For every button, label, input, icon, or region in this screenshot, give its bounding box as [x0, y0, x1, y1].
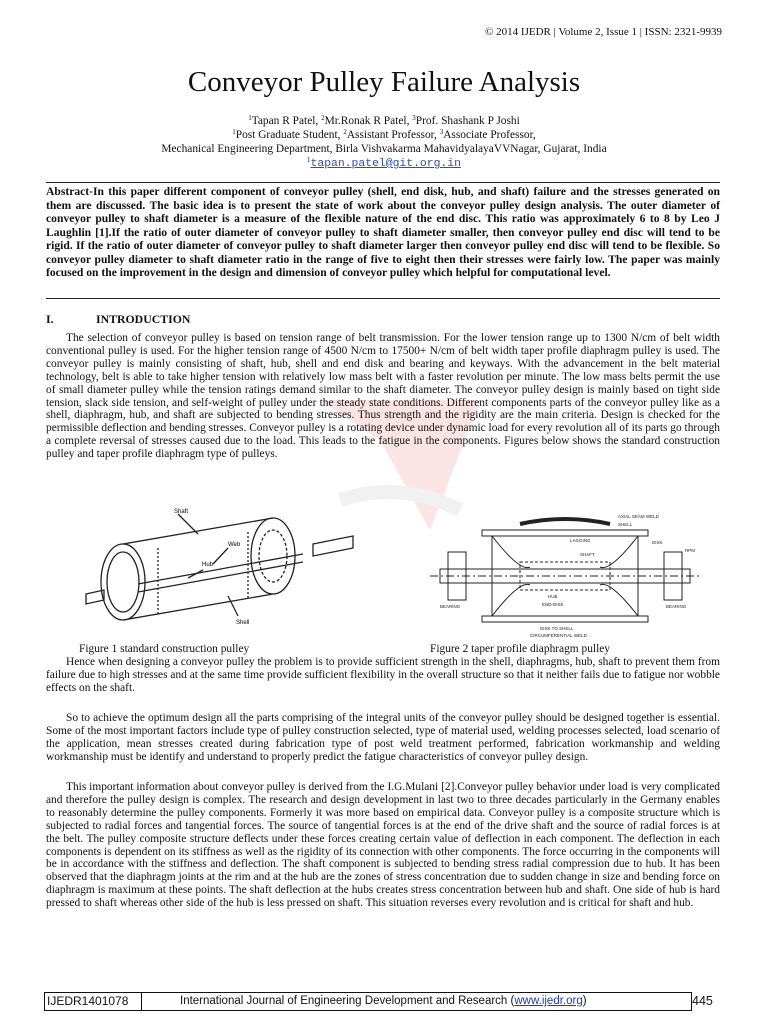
section-title: INTRODUCTION: [96, 312, 191, 326]
footer-journal-name: International Journal of Engineering Development and Research (: [180, 995, 515, 1007]
role: Assistant Professor,: [346, 129, 440, 141]
fig1-label-shell: Shell: [236, 620, 250, 626]
footer-code-prefix: IJEDR: [47, 994, 82, 1008]
fig2-label-shell: SHELL: [618, 522, 633, 527]
figure-2-caption: Figure 2 taper profile diaphragm pulley: [430, 643, 610, 655]
role-sup: 3: [439, 128, 444, 136]
footer-journal-link[interactable]: www.ijedr.org: [514, 995, 583, 1007]
footer-paper-code: [44, 992, 142, 1011]
abstract-rule-bottom: [46, 298, 720, 299]
author-list: [0, 114, 768, 128]
author-sup: 2: [321, 114, 325, 122]
fig2-label-hub: HUB: [548, 594, 558, 599]
intro-paragraph-3: So to achieve the optimum design all the parts comprising of the integral units of the conveyor pulley should be designed together is essential. Some of the most important factors include type of pulley construction selected, type of material used, welding processes selected, load scenario of the application, mean stresses created during fabrication type of post weld treatment performed, fabrication workmanship and welding workmanship must be identify and understand to properly predict the fatigue characteristics of conveyor pulley design.: [46, 712, 720, 763]
affiliation-department: Mechanical Engineering Department, Birla Vishvakarma MahavidyalayaVVNagar, Gujarat, India: [161, 143, 607, 155]
figure-1-caption: Figure 1 standard construction pulley: [79, 643, 250, 655]
author-sup: 1: [248, 114, 252, 122]
email-line: [0, 156, 768, 171]
footer-code-number: 1401078: [81, 994, 129, 1008]
section-heading: [46, 312, 190, 327]
author-name: Tapan R Patel,: [251, 115, 322, 127]
affiliation-roles: [0, 128, 768, 142]
role: Associate Professor,: [443, 129, 536, 141]
role-sup: 2: [343, 128, 347, 136]
email-sup: 1: [307, 156, 311, 164]
fig2-label-rpm: RPM: [685, 548, 695, 553]
fig2-label-lagging: LAGGING: [570, 538, 591, 543]
role-sup: 1: [232, 128, 236, 136]
fig2-label-weld: AXIAL SEAM WELD: [618, 514, 659, 519]
paper-title: Conveyor Pulley Failure Analysis: [187, 66, 581, 98]
fig1-label-web: Web: [228, 542, 241, 548]
fig1-label-shaft: Shaft: [174, 509, 189, 515]
footer-journal: [180, 995, 587, 1007]
role: Post Graduate Student,: [235, 129, 344, 141]
fig2-label-shaft: SHAFT: [580, 552, 595, 557]
fig2-label-circ-weld: CIRCUMFERENTIAL WELD: [530, 633, 587, 638]
intro-paragraph-2: Hence when designing a conveyor pulley the problem is to provide sufficient strength in the shell, diaphragms, hub, shaft to prevent them from failure due to high stresses and at the same time provide sufficient flexibility in the overall structure so that it neither fails due to fatigue nor wobble effects on the shaft.: [46, 656, 720, 694]
fig2-label-enddisk: END-DISK: [542, 602, 564, 607]
fig2-label-bearing-left: BEARING: [440, 604, 461, 609]
fig2-label-disk-to-shell: DISK TO SHELL: [540, 626, 574, 631]
author-sup: 3: [412, 114, 416, 122]
email-link[interactable]: tapan.patel@git.org.in: [310, 158, 461, 170]
page-number: 445: [692, 994, 713, 1008]
abstract-rule-top: [46, 182, 720, 183]
fig2-label-disk: DISK: [652, 540, 663, 545]
section-number: I.: [46, 312, 54, 326]
abstract: Abstract-In this paper different component of conveyor pulley (shell, end disk, hub, and shaft) failure and the stresses generated on them are discussed. The basic idea is to present the state of work about the conveyor pulley design analysis. The outer diameter of conveyor pulley to shaft diameter is a measure of the flexible nature of the end disc. This ratio was approximately 6 to 8 by Leo J Laughlin [1].If the ratio of outer diameter of conveyor pulley to shaft diameter smaller, then conveyor pulley end disc will tend to be rigid. If the ratio of outer diameter of conveyor pulley to shaft diameter larger then conveyor pulley end disc will tend to be flexible. So conveyor pulley diameter to shaft diameter ratio in the range of five to eight then their stresses were fairly low. The paper was mainly focused on the improvement in the design and dimension of conveyor pulley which helpful for computational level.: [46, 185, 720, 279]
intro-paragraph-4: This important information about conveyor pulley is derived from the I.G.Mulani [2].Conveyor pulley behavior under load is very complicated and therefore the pulley design is complex. The research and design development in last two to three decades particularly in the Germany enables to reasonably determine the pulley components. Formerly it was more based on empirical data. Conveyor pulley is a composite structure which is subjected to radial forces and tangential forces. The source of tangential forces is at the end of the drive shaft and the source of radial forces is at the belt. The pulley composite structure deflects under these forces creating certain value of deflection in each component. The deflection in each components is dependent on its stiffness as well as the rigidity of its connection with other components. The force occurring in the components will be in accordance with the stiffness and deflection. The shaft component is subjected to bending stress radial compression due to hub. It has been observed that the diaphragm joints at the rim and at the hub are the zones of stress concentration due to sudden change in size and bending force on diaphragm is maximum at these points. The shaft deflection at the hubs creates stress concentration between hub and shaft. One side of hub is hard pressed to shaft whereas other side of the hub is less pressed on shaft. This situation reverses every revolution and is critical for shaft and hub.: [46, 781, 720, 910]
figure-1-standard-pulley: [78, 504, 358, 634]
intro-paragraph-1: The selection of conveyor pulley is based on tension range of belt transmission. For the lower tension range up to 1300 N/cm of belt width conventional pulley is used. For the higher tension range of 4500 N/cm to 17500+ N/cm of belt width taper profile diaphragm pulley is used. The conveyor pulley is mainly consisting of shaft, hub, shell and end disk and bearing and keyways. With the advancement in the belt material technology, belt is able to take higher tension with relatively low mass belt with a faster revolution per minute. The low mass belts permit the use of small diameter pulley while the tension ratings demand similar to the shaft diameter. The conveyor pulley design is mainly based on tight side tension, slack side tension, and self-weight of pulley under the steady state conditions. Different components parts of the conveyor pulley like as a shell, diaphragm, hub, and shaft are subjected to bending stresses. Thus strength and the rigidity are the main criteria. Design is checked for the permissible deflection and bending stresses. Conveyor pulley is a rotating device under dynamic load for every revolution all of its parts go through a complete reversal of stresses caused due to the load. This leads to the fatigue in the components. Figures below shows the standard construction pulley and taper profile diaphragm type of pulleys.: [46, 332, 720, 461]
author-name: Prof. Shashank P Joshi: [415, 115, 520, 127]
figure-2-diaphragm-pulley: [430, 512, 700, 642]
journal-citation: © 2014 IJEDR | Volume 2, Issue 1 | ISSN: 2321-9939: [485, 26, 722, 38]
footer-journal-suffix: ): [582, 995, 587, 1007]
fig1-label-hub: Hub: [202, 562, 214, 568]
fig2-label-bearing-right: BEARING: [666, 604, 687, 609]
author-name: Mr.Ronak R Patel,: [324, 115, 413, 127]
